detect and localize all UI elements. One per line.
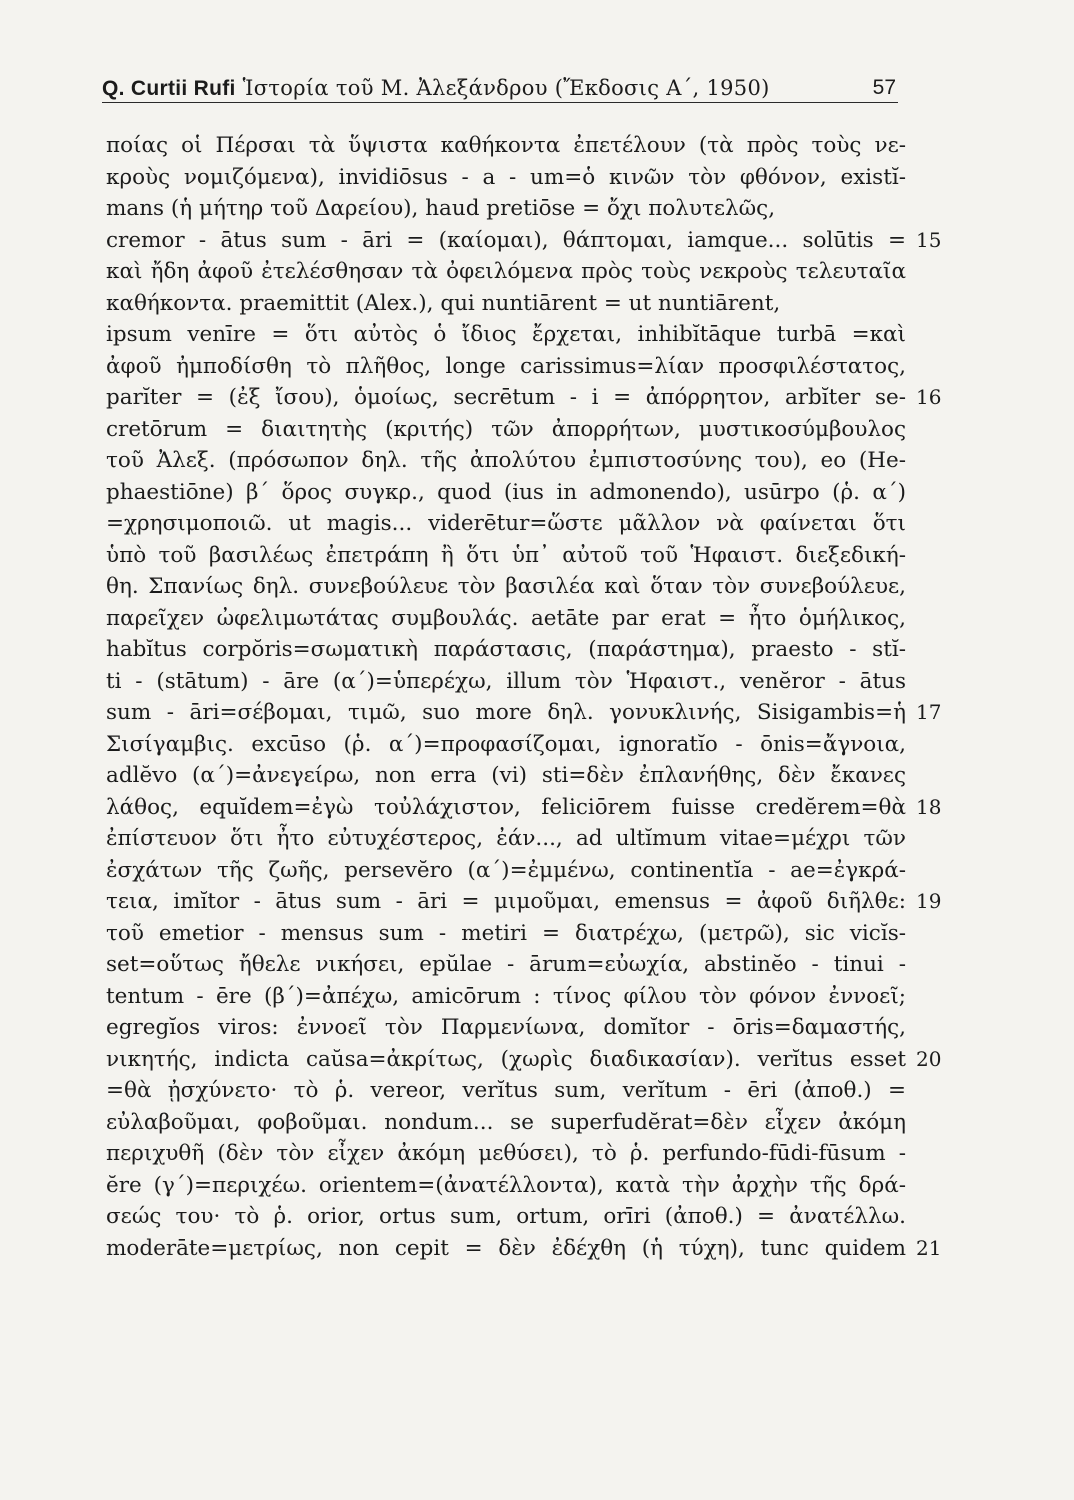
commentary-text: [106, 130, 942, 1264]
line-text: ἐσχάτων τῆς ζωῆς, persevĕro (α΄)=ἐμμένω, continentĭa - ae=ἐγκρά-: [106, 857, 906, 883]
line-text: ὑπὸ τοῦ βασιλέως ἐπετράπη ἢ ὅτι ὑπ᾿ αὐτοῦ τοῦ Ἡφαιστ. διεξεδική-: [106, 542, 906, 568]
line-text: περιχυθῆ (δὲν τὸν εἶχεν ἀκόμη μεθύσει), τὸ ῥ. perfundo-fūdi-fūsum -: [106, 1141, 906, 1166]
text-line: [106, 225, 942, 257]
text-line: [106, 760, 918, 792]
line-text: λάθος, equĭdem=ἐγὼ τοὐλάχιστον, feliciōrem fuisse credĕrem=θὰ: [106, 794, 906, 820]
text-line: [106, 571, 918, 603]
text-line: [106, 162, 918, 194]
text-line: [106, 666, 918, 698]
line-text: ti - (stātum) - āre (α΄)=ὑπερέχω, illum τὸν Ἡφαιστ., venĕror - ātus: [106, 668, 906, 694]
line-text: ποίας οἱ Πέρσαι τὰ ὕψιστα καθήκοντα ἐπετέλουν (τὰ πρὸς τοὺς νε-: [106, 133, 906, 158]
text-line: [106, 603, 918, 635]
line-number: 16: [916, 385, 942, 409]
line-text: parĭter = (ἐξ ἴσου), ὁμοίως, secrētum - i = ἀπόρρητον, arbĭter se-: [106, 385, 906, 410]
text-line: [106, 792, 942, 824]
line-text: ἀφοῦ ἠμποδίσθη τὸ πλῆθος, longe carissimus=λίαν προσφιλέστατος,: [106, 353, 906, 379]
line-text: set=οὕτως ἤθελε νικήσει, epŭlae - ārum=εὐωχία, abstinĕo - tinui -: [106, 952, 906, 977]
line-text: τοῦ emetior - mensus sum - metiri = διατρέχω, (μετρῶ), sic vicĭs-: [106, 920, 906, 946]
text-line: [106, 382, 942, 414]
header-title-latin: Q. Curtii Rufi: [102, 77, 236, 100]
text-line: [106, 256, 918, 288]
text-line: [106, 1075, 918, 1107]
line-text: θη. Σπανίως δηλ. συνεβούλευε τὸν βασιλέα καὶ ὅταν τὸν συνεβούλευε,: [106, 574, 906, 599]
line-text: Σισίγαμβις. excūso (ῥ. α΄)=προφασίζομαι, ignoratĭo - ōnis=ἄγνοια,: [106, 731, 906, 757]
line-text: mans (ἡ μήτηρ τοῦ Δαρείου), haud pretiōse = ὄχι πολυτελῶς,: [106, 196, 776, 221]
line-number: 21: [916, 1235, 942, 1260]
line-text: cremor - ātus sum - āri = (καίομαι), θάπτομαι, iamque... solūtis =: [106, 227, 906, 253]
line-number: 19: [916, 889, 942, 913]
text-line: [106, 477, 918, 509]
line-text: τεια, imĭtor - ātus sum - āri = μιμοῦμαι, emensus = ἀφοῦ διῆλθε:: [106, 889, 906, 914]
line-number: 15: [916, 227, 942, 252]
text-line: [106, 193, 918, 225]
text-line: [106, 351, 918, 383]
line-text: habĭtus corpŏris=σωματικὴ παράστασις, (παράστημα), praesto - stĭ-: [106, 637, 906, 662]
line-text: phaestiōne) β΄ ὅρος συγκρ., quod (ius in admonendo), usūrpo (ῥ. α΄): [106, 479, 906, 505]
text-line: [106, 1107, 918, 1139]
text-line: [106, 130, 918, 162]
text-line: [106, 949, 918, 981]
line-text: sum - āri=σέβομαι, τιμῶ, suo more δηλ. γονυκλινής, Sisigambis=ἡ: [106, 700, 906, 725]
line-text: ipsum venīre = ὅτι αὐτὸς ὁ ἴδιος ἔρχεται, inhibĭtāque turbā =καὶ: [106, 322, 906, 347]
text-line: [106, 1012, 918, 1044]
text-line: [106, 319, 918, 351]
text-line: [106, 1044, 942, 1076]
line-text: adlĕvo (α΄)=ἀνεγείρω, non erra (vi) sti=δὲν ἐπλανήθης, δὲν ἔκανες: [106, 763, 906, 788]
text-line: [106, 823, 918, 855]
text-line: [106, 508, 918, 540]
text-line: [106, 288, 918, 320]
text-line: [106, 855, 918, 887]
line-text: =χρησιμοποιῶ. ut magis... viderētur=ὥστε μᾶλλον νὰ φαίνεται ὅτι: [106, 511, 906, 536]
line-text: κροὺς νομιζόμενα), invidiōsus - a - um=ὁ κινῶν τὸν φθόνον, existĭ-: [106, 164, 906, 190]
text-line: [106, 634, 918, 666]
text-line: [106, 729, 918, 761]
line-text: tentum - ēre (β΄)=ἀπέχω, amicōrum : τίνος φίλου τὸν φόνον ἐννοεῖ;: [106, 983, 906, 1009]
header-title: [102, 76, 770, 101]
line-number: 20: [916, 1046, 942, 1071]
line-text: egregĭos viros: ἐννοεῖ τὸν Παρμενίωνα, domĭtor - ōris=δαμαστής,: [106, 1015, 906, 1040]
line-text: παρεῖχεν ὠφελιμωτάτας συμβουλάς. aetāte par erat = ἦτο ὁμήλικος,: [106, 605, 906, 631]
line-number: 17: [916, 700, 942, 724]
line-text: εὐλαβοῦμαι, φοβοῦμαι. nondum... se superfudĕrat=δὲν εἶχεν ἀκόμη: [106, 1109, 906, 1135]
line-text: =θὰ ᾐσχύνετο· τὸ ῥ. vereor, verĭtus sum, verĭtum - ēri (ἀποθ.) =: [106, 1078, 906, 1103]
line-number: 18: [916, 794, 942, 819]
line-text: moderāte=μετρίως, non cepit = δὲν ἐδέχθη (ἡ τύχη), tunc quidem: [106, 1235, 906, 1261]
running-header: [102, 70, 898, 103]
header-title-greek: Ἱστορία τοῦ Μ. Ἀλεξάνδρου (Ἔκδοσις Α΄, 1950): [242, 76, 770, 100]
line-text: cretōrum = διαιτητὴς (κριτής) τῶν ἀπορρήτων, μυστικοσύμβουλος: [106, 416, 906, 442]
text-line: [106, 540, 918, 572]
text-line: [106, 445, 918, 477]
line-text: σεώς του· τὸ ῥ. orior, ortus sum, ortum, orīri (ἀποθ.) = ἀνατέλλω.: [106, 1204, 906, 1229]
text-line: [106, 1170, 918, 1202]
line-text: ĕre (γ΄)=περιχέω. orientem=(ἀνατέλλοντα), κατὰ τὴν ἀρχὴν τῆς δρά-: [106, 1172, 906, 1198]
line-text: τοῦ Ἀλεξ. (πρόσωπον δηλ. τῆς ἀπολύτου ἐμπιστοσύνης του), eo (He-: [106, 448, 906, 473]
line-text: νικητής, indicta caŭsa=ἀκρίτως, (χωρὶς διαδικασίαν). verĭtus esset: [106, 1046, 906, 1072]
text-line: [106, 697, 942, 729]
text-line: [106, 414, 918, 446]
text-line: [106, 981, 918, 1013]
line-text: καὶ ἤδη ἀφοῦ ἐτελέσθησαν τὰ ὀφειλόμενα πρὸς τοὺς νεκροὺς τελευταῖα: [106, 259, 906, 284]
text-line: [106, 886, 942, 918]
line-text: καθήκοντα. praemittit (Alex.), qui nuntiārent = ut nuntiārent,: [106, 290, 781, 316]
text-line: [106, 918, 918, 950]
page-number: 57: [872, 76, 896, 99]
text-line: [106, 1201, 918, 1233]
text-line: [106, 1233, 942, 1265]
text-line: [106, 1138, 918, 1170]
line-text: ἐπίστευον ὅτι ἦτο εὐτυχέστερος, ἐάν..., ad ultĭmum vitae=μέχρι τῶν: [106, 826, 906, 851]
